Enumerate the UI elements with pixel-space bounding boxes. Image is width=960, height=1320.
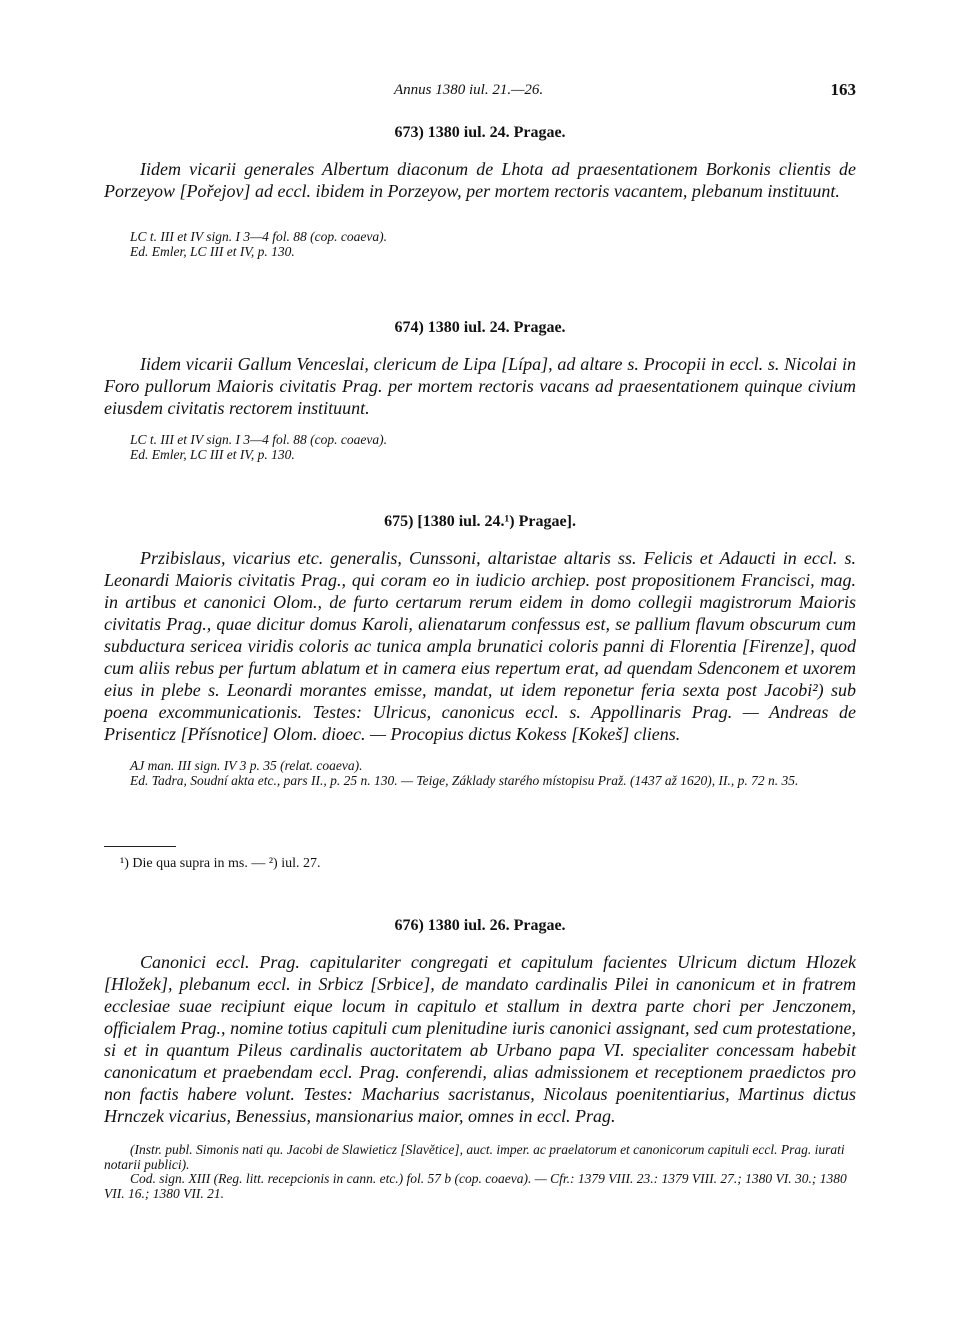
entry-notes [104, 230, 856, 259]
note-line: AJ man. III sign. IV 3 p. 35 (relat. coaeva). [130, 758, 363, 773]
entry-heading: 674) 1380 iul. 24. Pragae. [394, 319, 566, 336]
entry-heading: 676) 1380 iul. 26. Pragae. [394, 917, 566, 934]
entry-text: Iidem vicarii generales Albertum diaconum de Lhota ad praesentationem Borkonis clientis de Porzeyow [Pořejov] ad eccl. ibidem in Porzeyow, per mortem rectoris vacantem, plebanum instituunt. [104, 159, 856, 201]
note-line: LC t. III et IV sign. I 3—4 fol. 88 (cop. coaeva). [130, 432, 387, 447]
entry-heading: 673) 1380 iul. 24. Pragae. [394, 124, 566, 141]
entry-notes [104, 1143, 856, 1201]
running-title: Annus 1380 iul. 21.—26. [394, 82, 544, 98]
entry-text: Iidem vicarii Gallum Venceslai, clericum de Lipa [Lípa], ad altare s. Procopii in eccl. s. Nicolai in Foro pullorum Maioris civitatis Prag. per mortem rectoris vacans ad praesentationem quinque civium eiusdem civitatis rectorem instituunt. [104, 354, 856, 418]
entry-notes [104, 759, 856, 788]
entry-674 [104, 319, 856, 462]
footnote-rule [104, 846, 176, 847]
note-line: Ed. Tadra, Soudní akta etc., pars II., p. 25 n. 130. — Teige, Základy starého místopisu Praž. (1437 až 1620), II., p. 72 n. 35. [130, 772, 799, 788]
note-line: LC t. III et IV sign. I 3—4 fol. 88 (cop. coaeva). [130, 229, 387, 244]
footnote: ¹) Die qua supra in ms. — ²) iul. 27. [120, 856, 321, 871]
running-head [104, 82, 856, 106]
note-line: Ed. Emler, LC III et IV, p. 130. [130, 243, 295, 259]
note-line: Cod. sign. XIII (Reg. litt. recepcionis in cann. etc.) fol. 57 b (cop. coaeva). — Cfr.: 1379 VIII. 23.: 1379 VIII. 27.; 1380 VI. 30.; 1380 VII. 16.; 1380 VII. 21. [104, 1171, 847, 1201]
entry-heading: 675) [1380 iul. 24.¹) Pragae]. [384, 513, 576, 530]
entry-text: Canonici eccl. Prag. capitulariter congregati et capitulum facientes Ulricum dictum Hlozek [Hložek], plebanum eccl. in Srbicz [Srbice], de mandato cardinalis Pilei in canonicum et in fratrem ecclesiae suae recipiunt eique locum in capitulo et stallum in dextra parte chori per Jenczonem, officialem Prag., nomine totius capituli cum plenitudine iuris canonici assignant, sed cum protestatione, si et in quantum Pileus cardinalis auctoritatem ab Urbano papa VI. specialiter concessam habebit canonicatum et praebendam eccl. Prag. conferendi, alias admissionem et receptionem praedictos pro non factis habere volunt. Testes: Macharius sacristanus, Nicolaus poenitentiarius, Martinus dictus Hrnczek vicarius, Benessius, mansionarius maior, omnes in eccl. Prag. [104, 952, 856, 1126]
page-number: 163 [830, 80, 856, 99]
entry-text: Przibislaus, vicarius etc. generalis, Cunssoni, altaristae altaris ss. Felicis et Adaucti in eccl. s. Leonardi Maioris civitatis Prag., qui coram eo in iudicio archiep. post propositionem Francisci, mag. in artibus et canonici Olom., de furto certarum rerum eidem in domo collegii magistrorum Maioris civitatis Prag., quae dicitur domus Karoli, alienatarum confessus est, se pallium flavum obscurum cum subductura sericea viridis coloris ac tunica ampla brunatici coloris panni di Florentia [Firenze], quod cum aliis rebus per furtum ablatum et in camera eius repertum erat, ad quendam Sdenconem et uxorem eius in plebe s. Leonardi morantes emisse, mandat, ut idem reponetur feria sexta post Jacobi²) sub poena excommunicationis. Testes: Ulricus, canonicus eccl. s. Appollinaris Prag. — Andreas de Prisenticz [Přísnotice] Olom. dioec. — Procopius dictus Kokess [Kokeš] cliens. [104, 548, 856, 744]
entry-673 [104, 124, 856, 259]
note-line: Ed. Emler, LC III et IV, p. 130. [130, 446, 295, 462]
entry-676 [104, 917, 856, 1201]
entry-notes [104, 433, 856, 462]
entry-675 [104, 513, 856, 788]
note-line: (Instr. publ. Simonis nati qu. Jacobi de Slawieticz [Slavětice], auct. imper. ac praelatorum et canonicorum capituli eccl. Prag. iurati notarii publici). [104, 1142, 845, 1172]
